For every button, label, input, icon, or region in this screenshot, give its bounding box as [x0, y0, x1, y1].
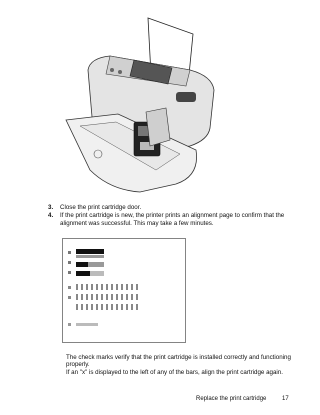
explanation-text: [66, 354, 292, 376]
paragraph: If an "x" is displayed to the left of any of the bars, align the print cartridge again.: [66, 368, 283, 376]
step-text: If the print cartridge is new, the printer prints an alignment page to confirm that the alignment was successful. This may take a few minutes.: [60, 212, 285, 227]
page-number: 17: [282, 396, 289, 402]
steps-list: [48, 204, 288, 228]
cartridge-door: [146, 108, 170, 146]
alignment-page-illustration: [62, 238, 186, 343]
step-text: Close the print cartridge door.: [60, 204, 142, 211]
alignment-bars: [76, 249, 104, 276]
step-3: [48, 204, 288, 211]
page-footer: [196, 396, 289, 402]
step-number: 4.: [48, 212, 54, 220]
paragraph: The check marks verify that the print cartridge is installed correctly and functioning properly.: [66, 354, 291, 369]
section-title: Replace the print cartridge: [196, 396, 267, 402]
step-4: [48, 212, 288, 227]
printer-illustration: [0, 0, 300, 200]
step-number: 3.: [48, 204, 54, 211]
